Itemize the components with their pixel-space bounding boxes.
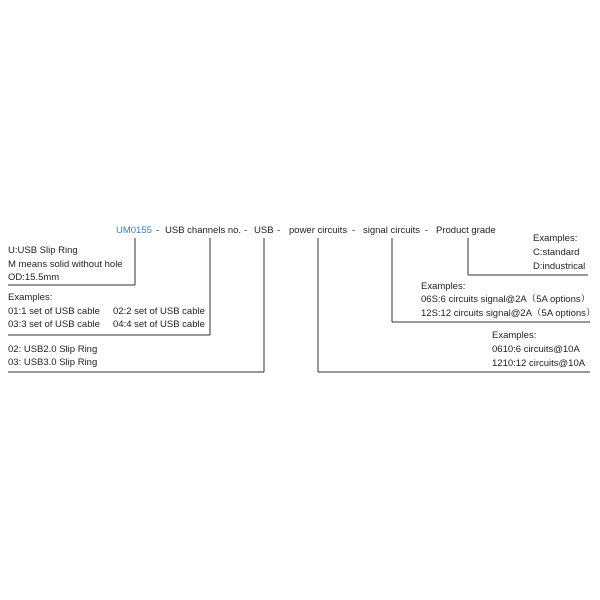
example-item: 02: USB2.0 Slip Ring <box>8 344 98 355</box>
field-usb-channels: USB channels no. <box>165 225 242 236</box>
examples-heading: Examples: <box>533 233 578 244</box>
field-power-circuits: power circuits <box>289 225 348 236</box>
grade-examples <box>533 233 585 272</box>
example-item: 1210:12 circuits@10A <box>492 358 586 369</box>
model-notes <box>8 245 123 283</box>
examples-heading: Examples: <box>421 281 466 292</box>
usb-type-examples <box>8 344 97 368</box>
signal-examples <box>421 281 595 319</box>
note-line: OD:15.5mm <box>8 272 60 283</box>
example-item: C:standard <box>533 247 580 258</box>
example-item: 06S:6 circuits signal@2A（5A options） <box>421 294 591 305</box>
separator: - <box>156 225 160 236</box>
note-line: U:USB Slip Ring <box>8 245 78 256</box>
separator: - <box>425 225 429 236</box>
header-row <box>116 225 496 236</box>
separator: - <box>352 225 356 236</box>
field-signal-circuits: signal circuits <box>363 225 421 236</box>
example-item: 02:2 set of USB cable <box>113 306 205 317</box>
model-code: UM0155 <box>116 225 152 236</box>
example-item: 04:4 set of USB cable <box>113 319 205 330</box>
example-item: 03: USB3.0 Slip Ring <box>8 357 98 368</box>
separator: - <box>277 225 281 236</box>
example-item: 12S:12 circuits signal@2A（5A options） <box>421 308 596 319</box>
power-examples <box>492 330 586 369</box>
field-usb: USB <box>254 225 274 236</box>
example-item: D:industrical <box>533 261 586 272</box>
example-item: 01:1 set of USB cable <box>8 306 100 317</box>
example-item: 03:3 set of USB cable <box>8 319 100 330</box>
examples-heading: Examples: <box>492 330 537 341</box>
field-product-grade: Product grade <box>436 225 496 236</box>
note-line: M means solid without hole <box>8 259 123 270</box>
examples-heading: Examples: <box>8 292 53 303</box>
channels-examples <box>8 292 205 330</box>
example-item: 0610:6 circuits@10A <box>492 344 580 355</box>
separator: - <box>244 225 248 236</box>
